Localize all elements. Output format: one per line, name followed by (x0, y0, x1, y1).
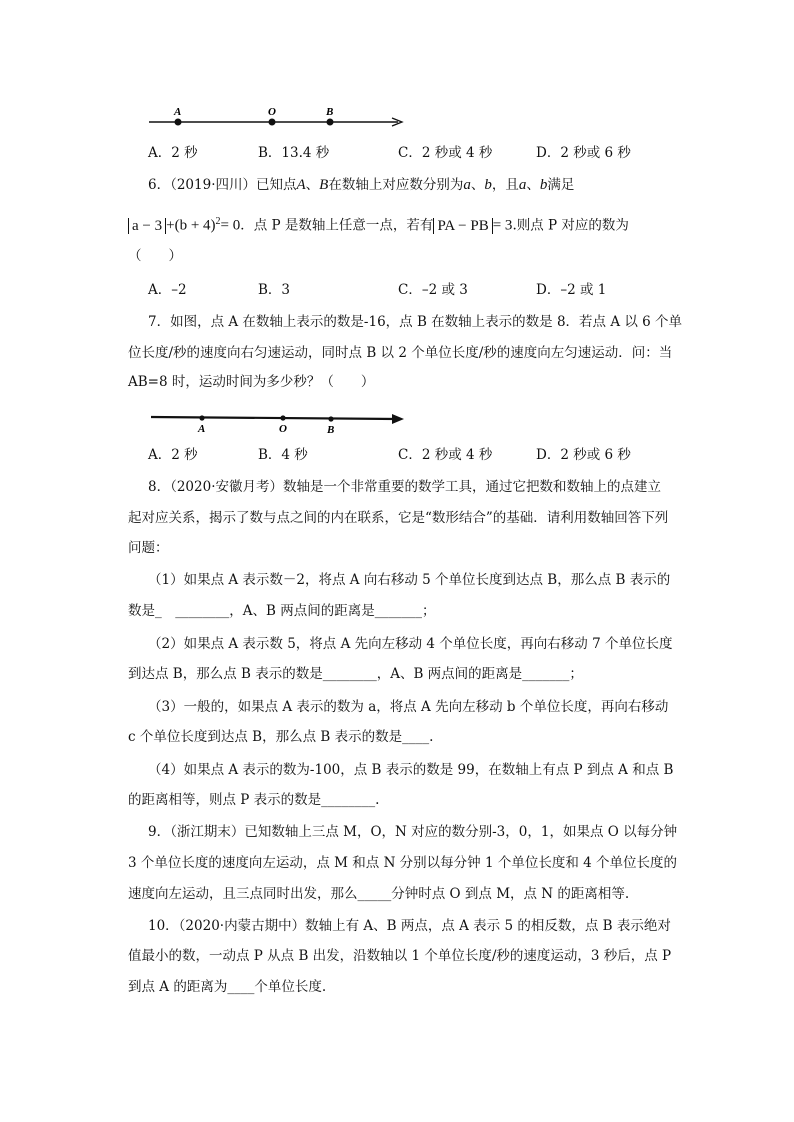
q5-option-d: D．2 秒或 6 秒 (536, 145, 631, 161)
q10-line-3: 到点 A 的距离为____个单位长度. (128, 979, 327, 995)
point-b-dot (327, 119, 334, 126)
q6-abs-expr-2: PA − PB (433, 218, 492, 234)
point-a-label: A (174, 106, 182, 118)
q5-option-b: B．13.4 秒 (258, 145, 330, 161)
q8-part-4-line-2: 的距离相等，则点 P 表示的数是________. (128, 792, 380, 808)
q6-line-1: 6．（2019·四川）已知点A、B在数轴上对应数分别为a、b，且a、b满足 (148, 177, 575, 193)
number-line-figure-2 (146, 408, 408, 438)
q7-line-2: 位长度/秒的速度向右匀速运动，同时点 B 以 2 个单位长度/秒的速度向左匀速运动．问：当 (128, 345, 673, 361)
point-o-dot (269, 119, 276, 126)
q8-intro-2: 起对应关系，揭示了数与点之间的内在联系，它是“数形结合”的基础．请利用数轴回答下列 (128, 510, 669, 526)
point-b-label: B (327, 424, 335, 436)
q7-option-b: B．4 秒 (258, 447, 308, 463)
point-o-label: O (268, 106, 276, 118)
q10-line-1: 10．（2020·内蒙古期中）数轴上有 A、B 两点，点 A 表示 5 的相反数，点 B 表示绝对 (148, 918, 671, 934)
q10-line-2: 值最小的数，一动点 P 从点 B 出发，沿数轴以 1 个单位长度/秒的速度运动，3 秒后，点 P (128, 948, 672, 964)
q5-option-a: A．2 秒 (148, 145, 198, 161)
axis-arrow-icon (392, 414, 404, 424)
q6-abs-expr-1: a − 3 (128, 218, 166, 234)
q7-line-3: AB=8 时，运动时间为多少秒？（ ） (128, 374, 375, 390)
point-a-dot (175, 119, 182, 126)
q6-option-d: D．–2 或 1 (536, 282, 607, 298)
q8-part-3-line-1: （3）一般的，如果点 A 表示的数为 a，将点 A 先向左移动 b 个单位长度，再向右移动 (148, 699, 669, 715)
q8-intro-3: 问题： (128, 540, 169, 556)
point-b-dot (328, 416, 333, 421)
point-o-label: O (279, 423, 287, 435)
q8-part-3-line-2: c 个单位长度到达点 B，那么点 B 表示的数是____. (128, 729, 434, 745)
q8-part-2-line-1: （2）如果点 A 表示数 5，将点 A 先向左移动 4 个单位长度，再向右移动 7 个单位长度 (148, 636, 673, 652)
point-o-dot (280, 415, 285, 420)
q8-part-2-line-2: 到达点 B，那么点 B 表示的数是________，A、B 两点间的距离是_______； (128, 666, 583, 682)
q8-part-1-line-2: 数是_ ________，A、B 两点间的距离是_______； (128, 603, 436, 619)
point-a-label: A (198, 423, 206, 435)
q7-option-c: C．2 秒或 4 秒 (398, 447, 493, 463)
q6-paren: （ ） (128, 248, 182, 264)
q6-option-a: A．–2 (148, 282, 187, 298)
q8-part-1-line-1: （1）如果点 A 表示数－2，将点 A 向右移动 5 个单位长度到达点 B，那么点 B 表示的 (148, 572, 671, 588)
q9-line-1: 9．（浙江期末）已知数轴上三点 M，O，N 对应的数分别-3，0，1，如果点 O 以每分钟 (148, 824, 678, 840)
number-line-figure-1 (146, 102, 408, 134)
q5-option-c: C．2 秒或 4 秒 (398, 145, 493, 161)
q9-line-2: 3 个单位长度的速度向左运动，点 M 和点 N 分别以每分钟 1 个单位长度和 4 个单位长度的 (128, 855, 678, 871)
axis-line (151, 417, 398, 419)
point-a-dot (199, 415, 204, 420)
q6-option-b: B．3 (258, 282, 291, 298)
q7-option-a: A．2 秒 (148, 447, 198, 463)
q8-part-4-line-1: （4）如果点 A 表示的数为-100，点 B 表示的数是 99，在数轴上有点 P 到点 A 和点 B (148, 762, 674, 778)
point-b-label: B (326, 106, 334, 118)
q9-line-3: 速度向左运动，且三点同时出发，那么_____分钟时点 O 到点 M，点 N 的距离相等. (128, 886, 630, 902)
q8-intro-1: 8．（2020·安徽月考）数轴是一个非常重要的数学工具，通过它把数和数轴上的点建立 (148, 479, 661, 495)
q6-option-c: C．–2 或 3 (398, 282, 468, 298)
q6-line-2: $a - 3 +(b + 4)^2= 0$．点 P 是数轴上任意一点，若有 PA − PB = 3.则点 P 对应的数为 (128, 212, 629, 236)
q7-line-1: 7．如图，点 A 在数轴上表示的数是-16，点 B 在数轴上表示的数是 8．若点 A 以 6 个单 (148, 314, 683, 330)
q7-option-d: D．2 秒或 6 秒 (536, 447, 631, 463)
q6-square-expr: (b + 4) (174, 217, 216, 234)
